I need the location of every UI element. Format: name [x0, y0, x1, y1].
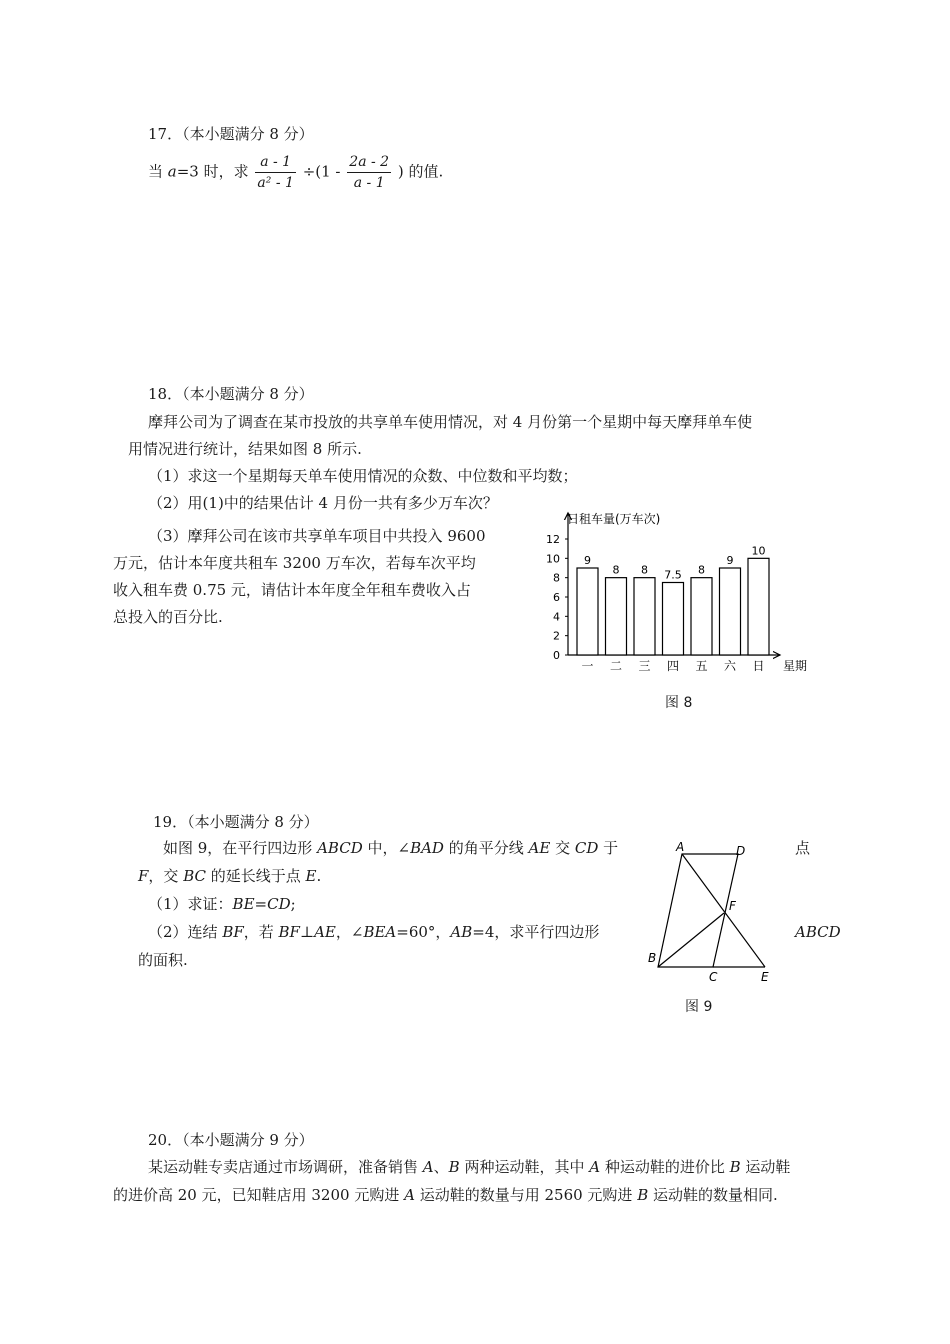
q19-l2-a: ，交	[148, 867, 184, 885]
q19-l2-bc: BC	[183, 867, 206, 885]
q17-frac1-den: a² - 1	[255, 172, 296, 193]
q18-part3-line1: （3）摩拜公司在该市共享单车项目中共投入 9600	[148, 527, 486, 545]
q19-p2-a: （2）连结	[148, 923, 223, 941]
label-b: B	[648, 951, 657, 965]
bar-value-label: 10	[751, 544, 766, 558]
q18-part3-line2: 万元，估计本年度共租车 3200 万车次，若每车次平均	[113, 554, 476, 572]
q17-frac2-num: 2a - 2	[349, 154, 390, 170]
y-tick-label: 8	[553, 571, 560, 585]
label-f: F	[729, 899, 736, 913]
figure9-caption: 图 9	[685, 999, 713, 1015]
x-axis-label: 星期	[783, 659, 808, 673]
q20-l1-b: 、	[433, 1158, 449, 1176]
x-category-label: 一	[581, 659, 594, 673]
q19-l1-cd: CD	[574, 839, 599, 857]
q19-l1-c: 的角平分线	[443, 839, 529, 857]
y-ticks	[546, 533, 568, 662]
q19-l1-abcd: ABCD	[317, 839, 363, 857]
q20-line1	[148, 1155, 790, 1179]
q17-frac2-den: a - 1	[347, 172, 391, 193]
bar	[748, 558, 769, 655]
label-d: D	[736, 844, 746, 858]
q17-fraction-2	[347, 152, 391, 193]
bar-value-label: 8	[641, 563, 648, 577]
figure8-caption: 图 8	[665, 695, 693, 711]
y-tick-label: 4	[553, 610, 560, 624]
bar-value-label: 9	[726, 554, 734, 567]
q17-fraction-1	[255, 152, 296, 193]
q19-line2	[138, 864, 321, 888]
q19-p1-b: ;	[290, 895, 296, 913]
q18-intro-line2: 用情况进行统计，结果如图 8 所示.	[128, 440, 362, 458]
q19-p1-a: （1）求证：	[148, 895, 233, 913]
q19-p1-eq: BE=CD	[232, 895, 291, 913]
bar	[634, 578, 655, 655]
y-tick-label: 0	[553, 649, 560, 662]
q20-l1-e: 运动鞋	[740, 1158, 791, 1176]
q19-p2-c: ，∠	[335, 923, 364, 941]
q19-p2-e: =4，求平行四边形	[472, 923, 600, 941]
bar-value-label: 8	[698, 563, 705, 577]
q19-l1-a: 如图 9，在平行四边形	[163, 839, 318, 857]
bar	[577, 568, 598, 655]
q20-l1-d: 种运动鞋的进价比	[600, 1158, 730, 1176]
q20-l1-B2: B	[729, 1158, 741, 1176]
bar-value-label: 8	[612, 563, 620, 577]
q20-l2-B: B	[637, 1186, 649, 1204]
q19-p2-perp: BF⊥AE	[278, 923, 336, 941]
q20-l2-A: A	[404, 1186, 415, 1204]
q19-l2-b: 的延长线于点	[205, 867, 306, 885]
x-category-label: 四	[666, 659, 680, 673]
bar-value-label: 7.5	[664, 568, 682, 582]
q18-part3-line4: 总投入的百分比.	[113, 608, 223, 626]
q18-intro-line1: 摩拜公司为了调查在某市投放的共享单车使用情况，对 4 月份第一个星期中每天摩拜单车使	[148, 413, 753, 431]
bar-chart-figure8	[530, 505, 820, 685]
y-tick-label: 12	[546, 533, 560, 546]
q19-p2-d: =60°，	[396, 923, 451, 941]
q20-header: 20．（本小题满分 9 分）	[148, 1131, 314, 1149]
q19-line1	[163, 836, 618, 860]
q19-part2	[148, 920, 599, 944]
q19-part2-last: 的面积.	[138, 951, 188, 969]
q19-p2-bf: BF	[222, 923, 244, 941]
q19-l1-bad: BAD	[410, 839, 444, 857]
q18-part2: （2）用(1)中的结果估计 4 月份一共有多少万车次？	[148, 494, 498, 512]
y-tick-label: 6	[553, 591, 560, 604]
q17-var-a: a	[167, 162, 177, 181]
q19-l2-c: .	[316, 867, 322, 885]
q20-l1-A: A	[422, 1158, 434, 1176]
x-category-label: 日	[752, 659, 765, 673]
parallelogram-abcd	[658, 854, 738, 967]
q18-part1: （1）求这一个星期每天单车使用情况的众数、中位数和平均数；	[148, 467, 578, 485]
q19-part1	[148, 892, 296, 916]
label-e: E	[761, 970, 769, 984]
parallelogram-figure9	[640, 835, 790, 985]
x-category-label: 二	[609, 659, 623, 673]
q19-l1-ae: AE	[528, 839, 551, 857]
q18-part3-line3: 收入租车费 0.75 元，请估计本年度全年租车费收入占	[113, 581, 471, 599]
q20-l1-c: 两种运动鞋，其中	[459, 1158, 590, 1176]
label-a: A	[676, 840, 685, 854]
q20-l1-a: 某运动鞋专卖店通过市场调研，准备销售	[148, 1158, 423, 1176]
bar-value-label: 9	[584, 554, 591, 567]
q19-header: 19．（本小题满分 8 分）	[153, 813, 319, 831]
y-tick-label: 2	[553, 629, 560, 643]
q19-p2-bea: BEA	[363, 923, 397, 941]
y-tick-label: 10	[546, 552, 560, 566]
q20-l2-c: 运动鞋的数量相同.	[648, 1186, 778, 1204]
q19-line1-right: 点	[795, 839, 811, 857]
q17-frac1-num: a - 1	[260, 154, 292, 170]
segment-ae	[682, 854, 765, 967]
x-category-label: 五	[695, 659, 708, 673]
q20-l2-b: 运动鞋的数量与用 2560 元购进	[414, 1186, 638, 1204]
q20-l2-a: 的进价高 20 元，已知鞋店用 3200 元购进	[113, 1186, 405, 1204]
q19-l1-e: 于	[598, 839, 619, 857]
q20-l1-A2: A	[589, 1158, 601, 1176]
bar	[606, 578, 627, 655]
q17-text-post: ) 的值.	[397, 162, 444, 181]
q20-line2	[113, 1183, 778, 1207]
q19-l1-b: 中，∠	[362, 839, 411, 857]
q19-l2-e: E	[305, 867, 317, 885]
bar	[720, 568, 741, 655]
x-category-label: 六	[723, 659, 737, 673]
q19-p2-b: ，若	[243, 923, 279, 941]
x-category-label: 三	[638, 659, 651, 673]
q19-p2-ab: AB	[450, 923, 473, 941]
q19-part2-right: ABCD	[795, 923, 841, 941]
bar	[663, 583, 684, 656]
q17-div-open: ÷(1 -	[302, 162, 341, 181]
bars-group	[577, 544, 769, 673]
q18-header: 18．（本小题满分 8 分）	[148, 385, 314, 403]
q19-l2-f: F	[138, 867, 149, 885]
q17-eq3: =3 时，求	[176, 162, 249, 181]
q17-header: 17．（本小题满分 8 分）	[148, 125, 314, 143]
bar	[691, 578, 712, 655]
q19-l1-d: 交	[550, 839, 575, 857]
y-axis-label: 日租车量(万车次)	[567, 512, 661, 526]
q17-question	[148, 152, 443, 193]
q20-l1-B: B	[448, 1158, 460, 1176]
q17-text-pre: 当	[148, 162, 168, 181]
label-c: C	[709, 970, 718, 984]
